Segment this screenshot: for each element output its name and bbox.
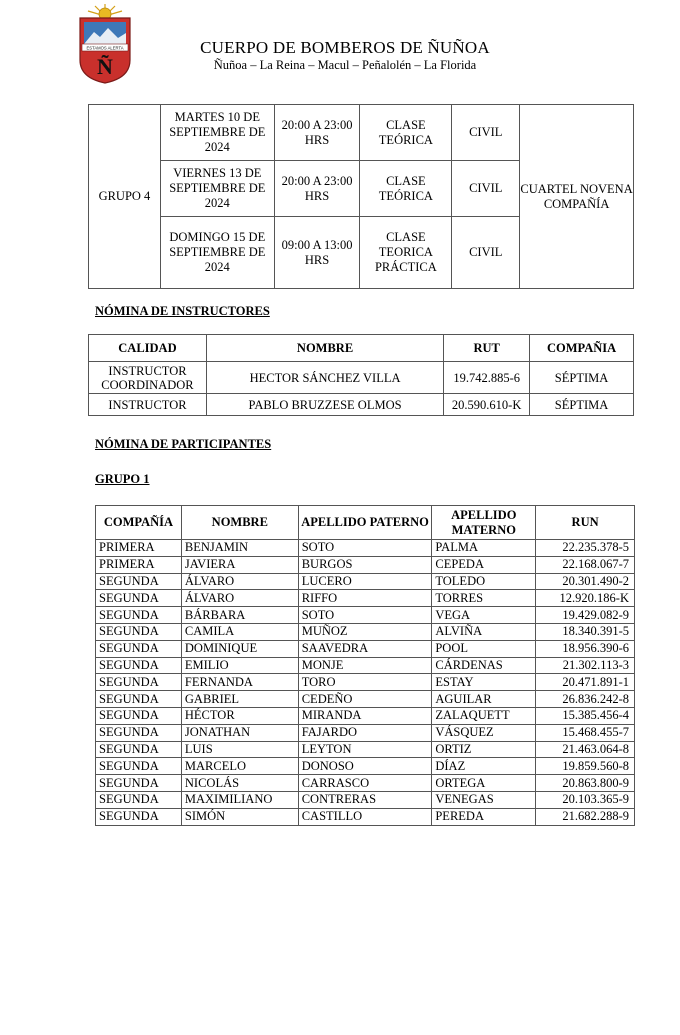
participant-paternal-surname: CARRASCO [298,775,432,792]
participant-company: SEGUNDA [96,791,182,808]
table-row [96,707,635,724]
table-row [96,540,635,557]
participant-first-name: BENJAMIN [181,540,298,557]
table-row [96,607,635,624]
participant-company: SEGUNDA [96,707,182,724]
dress-cell: CIVIL [452,217,520,289]
participant-run: 22.168.067-7 [536,556,635,573]
participant-maternal-surname: TOLEDO [432,573,536,590]
participant-first-name: JONATHAN [181,724,298,741]
schedule-table [88,104,634,289]
participant-maternal-surname: POOL [432,640,536,657]
participant-paternal-surname: SAAVEDRA [298,640,432,657]
table-row [96,758,635,775]
instructor-company: SÉPTIMA [530,394,634,416]
participant-first-name: DOMINIQUE [181,640,298,657]
participant-run: 20.863.800-9 [536,775,635,792]
participant-company: SEGUNDA [96,607,182,624]
participant-first-name: EMILIO [181,657,298,674]
participant-first-name: LUIS [181,741,298,758]
participant-paternal-surname: TORO [298,674,432,691]
participants-body [96,540,635,826]
participant-first-name: JAVIERA [181,556,298,573]
participant-paternal-surname: FAJARDO [298,724,432,741]
participant-paternal-surname: CEDEÑO [298,691,432,708]
participant-run: 20.103.365-9 [536,791,635,808]
participant-first-name: CAMILA [181,623,298,640]
table-row [96,741,635,758]
group-label: GRUPO 4 [98,189,151,203]
fire-department-logo [76,2,134,84]
schedule-row [89,105,634,161]
participant-maternal-surname: PEREDA [432,808,536,825]
participant-paternal-surname: CASTILLO [298,808,432,825]
participant-maternal-surname: ESTAY [432,674,536,691]
participant-maternal-surname: ORTEGA [432,775,536,792]
table-row [96,724,635,741]
participant-company: SEGUNDA [96,674,182,691]
participant-paternal-surname: CONTRERAS [298,791,432,808]
instructor-role: INSTRUCTOR COORDINADOR [89,362,207,394]
date-cell: MARTES 10 DE SEPTIEMBRE DE 2024 [160,105,274,161]
participant-first-name: BÁRBARA [181,607,298,624]
participant-company: SEGUNDA [96,573,182,590]
col-header: COMPAÑÍA [96,506,182,540]
participant-maternal-surname: VEGA [432,607,536,624]
time-cell: 09:00 A 13:00 HRS [274,217,360,289]
table-row [96,640,635,657]
participant-paternal-surname: MUÑOZ [298,623,432,640]
participant-run: 22.235.378-5 [536,540,635,557]
date-cell: VIERNES 13 DE SEPTIEMBRE DE 2024 [160,161,274,217]
table-row [96,674,635,691]
instructors-heading: NÓMINA DE INSTRUCTORES [95,304,270,318]
dress-cell: CIVIL [452,105,520,161]
instructor-name: HECTOR SÁNCHEZ VILLA [206,362,443,394]
instructor-row [89,362,634,394]
participant-paternal-surname: LUCERO [298,573,432,590]
date-cell: DOMINGO 15 DE SEPTIEMBRE DE 2024 [160,217,274,289]
participant-run: 21.302.113-3 [536,657,635,674]
location-cell [520,105,634,289]
participant-company: SEGUNDA [96,657,182,674]
participant-run: 19.429.082-9 [536,607,635,624]
class-type-cell: CLASE TEORICA PRÁCTICA [360,217,452,289]
participant-first-name: ÁLVARO [181,590,298,607]
participant-first-name: MARCELO [181,758,298,775]
col-header: NOMBRE [206,335,443,362]
participant-paternal-surname: BURGOS [298,556,432,573]
page-subtitle: Ñuñoa – La Reina – Macul – Peñalolén – La Florida [213,58,477,72]
participant-run: 20.301.490-2 [536,573,635,590]
participant-company: SEGUNDA [96,808,182,825]
participant-run: 21.682.288-9 [536,808,635,825]
group-heading: GRUPO 1 [95,472,150,486]
participant-maternal-surname: DÍAZ [432,758,536,775]
participant-company: SEGUNDA [96,775,182,792]
participant-company: SEGUNDA [96,623,182,640]
participant-run: 19.859.560-8 [536,758,635,775]
participants-heading: NÓMINA DE PARTICIPANTES [95,437,272,451]
participants-header-row [96,506,635,540]
logo-letter: Ñ [97,54,113,79]
table-row [96,691,635,708]
time-cell: 20:00 A 23:00 HRS [274,105,360,161]
table-row [96,556,635,573]
logo-banner-text: ESTAMOS ALERTA [86,45,124,51]
col-header: APELLIDO MATERNO [432,506,536,540]
participant-paternal-surname: DONOSO [298,758,432,775]
class-type-cell: CLASE TEÓRICA [360,161,452,217]
participant-maternal-surname: VENEGAS [432,791,536,808]
dress-cell: CIVIL [452,161,520,217]
participant-maternal-surname: CEPEDA [432,556,536,573]
instructor-rut: 20.590.610-K [444,394,530,416]
participant-company: SEGUNDA [96,691,182,708]
participant-run: 15.468.455-7 [536,724,635,741]
participant-maternal-surname: TORRES [432,590,536,607]
table-row [96,623,635,640]
instructor-role: INSTRUCTOR [89,394,207,416]
table-row [96,775,635,792]
participant-maternal-surname: VÁSQUEZ [432,724,536,741]
col-header: RUN [536,506,635,540]
instructors-header-row [89,335,634,362]
col-header: RUT [444,335,530,362]
col-header: COMPAÑIA [530,335,634,362]
table-row [96,590,635,607]
col-header: CALIDAD [89,335,207,362]
participant-first-name: NICOLÁS [181,775,298,792]
participant-company: PRIMERA [96,556,182,573]
participant-company: PRIMERA [96,540,182,557]
group-cell [89,105,161,289]
participant-first-name: FERNANDA [181,674,298,691]
instructor-rut: 19.742.885-6 [444,362,530,394]
participant-maternal-surname: CÁRDENAS [432,657,536,674]
participant-run: 20.471.891-1 [536,674,635,691]
participant-run: 12.920.186-K [536,590,635,607]
table-row [96,573,635,590]
instructor-row [89,394,634,416]
participant-paternal-surname: SOTO [298,540,432,557]
participant-maternal-surname: ORTIZ [432,741,536,758]
participant-paternal-surname: MONJE [298,657,432,674]
col-header: NOMBRE [181,506,298,540]
participant-maternal-surname: ALVIÑA [432,623,536,640]
instructor-name: PABLO BRUZZESE OLMOS [206,394,443,416]
participant-first-name: SIMÓN [181,808,298,825]
participant-maternal-surname: AGUILAR [432,691,536,708]
participant-first-name: HÉCTOR [181,707,298,724]
participant-run: 21.463.064-8 [536,741,635,758]
participant-company: SEGUNDA [96,758,182,775]
participant-run: 18.340.391-5 [536,623,635,640]
time-cell: 20:00 A 23:00 HRS [274,161,360,217]
participant-paternal-surname: LEYTON [298,741,432,758]
participant-run: 18.956.390-6 [536,640,635,657]
participant-first-name: ÁLVARO [181,573,298,590]
class-type-cell: CLASE TEÓRICA [360,105,452,161]
participant-company: SEGUNDA [96,590,182,607]
table-row [96,657,635,674]
participant-paternal-surname: RIFFO [298,590,432,607]
instructor-company: SÉPTIMA [530,362,634,394]
participant-company: SEGUNDA [96,724,182,741]
participant-company: SEGUNDA [96,741,182,758]
location-label: CUARTEL NOVENA COMPAÑÍA [520,181,633,211]
participant-first-name: MAXIMILIANO [181,791,298,808]
table-row [96,791,635,808]
page-title: CUERPO DE BOMBEROS DE ÑUÑOA [200,38,490,57]
participant-paternal-surname: SOTO [298,607,432,624]
participant-company: SEGUNDA [96,640,182,657]
table-row [96,808,635,825]
participant-maternal-surname: ZALAQUETT [432,707,536,724]
participant-run: 15.385.456-4 [536,707,635,724]
participant-first-name: GABRIEL [181,691,298,708]
instructors-table [88,334,634,416]
participants-table [95,505,635,826]
participant-maternal-surname: PALMA [432,540,536,557]
col-header: APELLIDO PATERNO [298,506,432,540]
participant-paternal-surname: MIRANDA [298,707,432,724]
participant-run: 26.836.242-8 [536,691,635,708]
